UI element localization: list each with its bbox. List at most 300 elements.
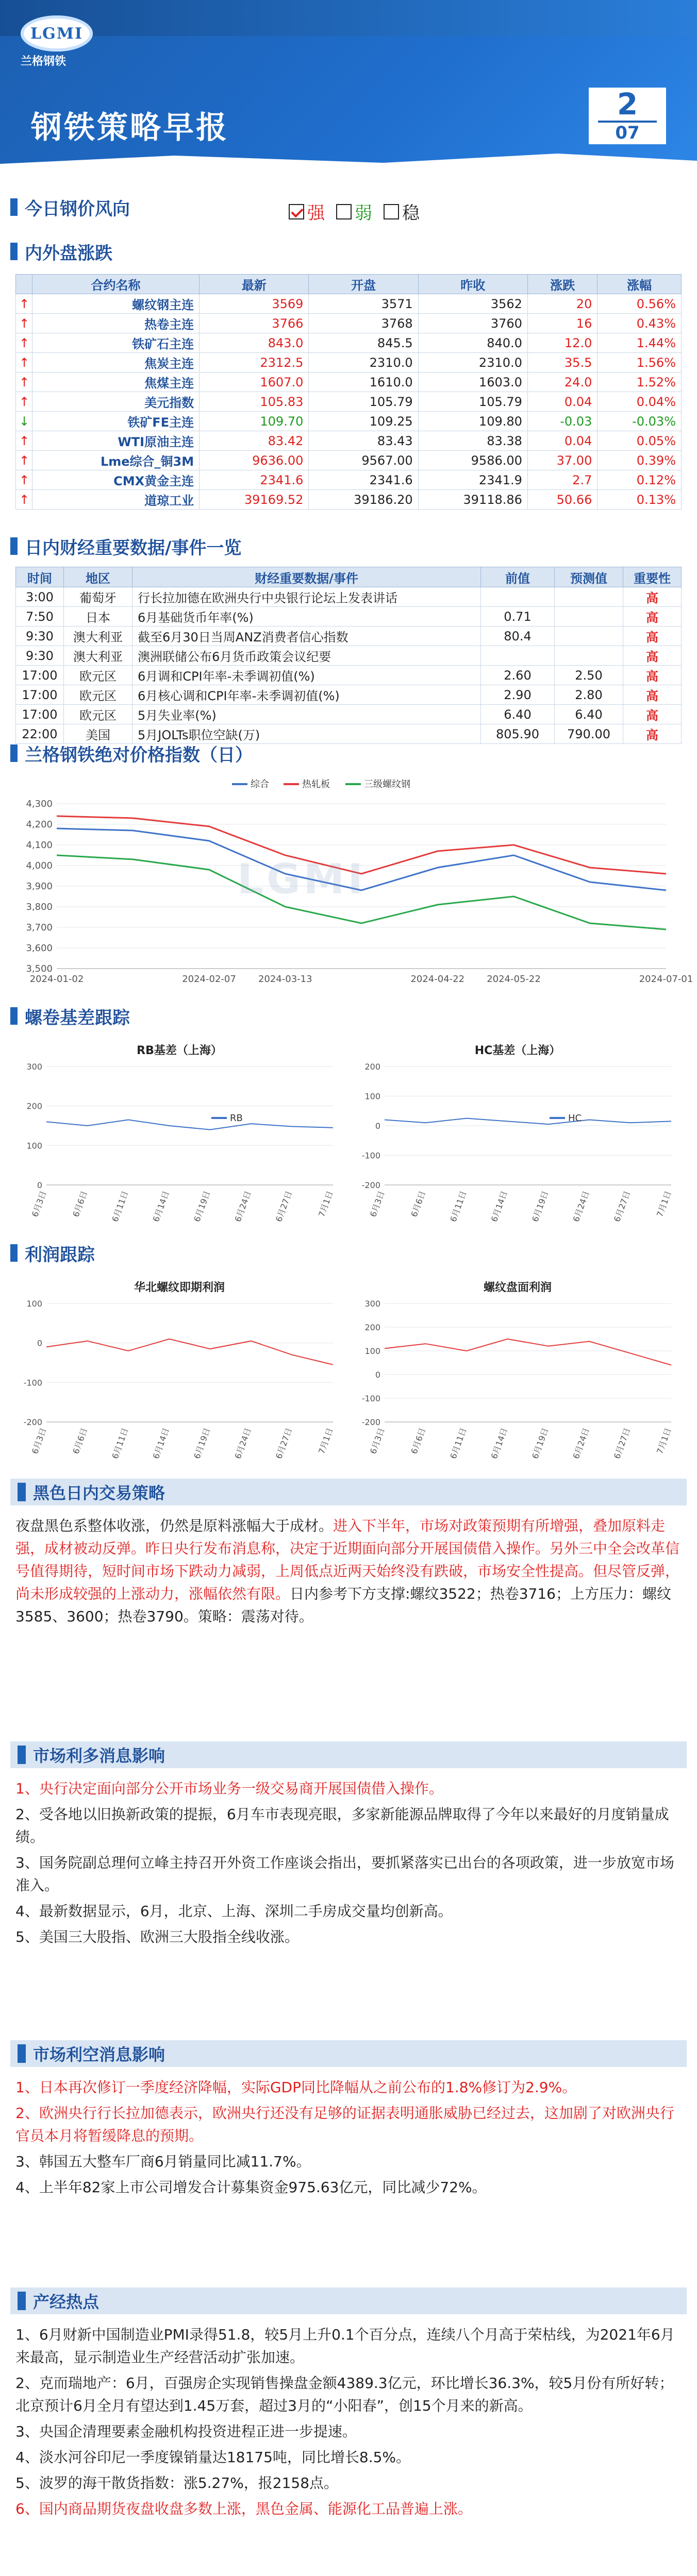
x-tick-label: 2024-04-22 xyxy=(410,974,465,985)
x-tick-label: 2024-01-02 xyxy=(29,974,84,985)
cell-event: 6月基础货币年率(%) xyxy=(132,607,481,626)
cell-imp: 高 xyxy=(623,724,682,744)
market-table xyxy=(15,274,682,510)
industry-news-list xyxy=(15,2324,682,2523)
strategy-banner xyxy=(10,1479,687,1505)
cell-open: 9567.00 xyxy=(309,451,418,470)
cell-last: 3766 xyxy=(200,314,309,333)
y-tick-label: 3,700 xyxy=(26,922,53,933)
x-tick-label: 6月19日 xyxy=(192,1426,212,1461)
x-tick-label: 6月6日 xyxy=(409,1426,428,1455)
x-tick-label: 6月14日 xyxy=(151,1426,172,1461)
sentiment-heading-text: 今日钢价风向 xyxy=(25,198,130,219)
index-chart-heading xyxy=(10,742,253,765)
cell-chg: 2.7 xyxy=(527,470,597,490)
cell-pct: 0.39% xyxy=(598,451,682,470)
rb-profit-chart-svg xyxy=(15,1273,343,1468)
cell-prev: 39118.86 xyxy=(418,490,527,510)
y-tick-label: 3,500 xyxy=(26,963,53,974)
list-item: 3、央国企清理要素金融机构投资进程正进一步提速。 xyxy=(15,2423,357,2440)
cell-pct: 0.13% xyxy=(598,490,682,510)
cell-open: 105.79 xyxy=(309,392,418,412)
y-tick-label: 4,300 xyxy=(26,799,53,809)
x-tick-label: 6月3日 xyxy=(29,1189,48,1218)
cell-chg: -0.03 xyxy=(527,412,597,431)
cell-last: 105.83 xyxy=(200,392,309,412)
x-tick-label: 6月3日 xyxy=(29,1426,48,1455)
table-row xyxy=(16,451,682,470)
cell-chg: 12.0 xyxy=(527,333,597,353)
cell-chg: 0.04 xyxy=(527,392,597,412)
cell-fcst: 790.00 xyxy=(555,724,623,744)
arrow-up-icon: ↑ xyxy=(16,451,32,470)
y-tick-label: 100 xyxy=(364,1346,380,1356)
rb-profit-chart-container xyxy=(15,1273,343,1468)
cell-imp: 高 xyxy=(623,685,682,705)
x-tick-label: 6月6日 xyxy=(71,1426,90,1455)
market-heading xyxy=(10,240,112,263)
y-tick-label: 0 xyxy=(37,1338,42,1348)
heading-bar xyxy=(18,2044,26,2063)
cell-region: 欧元区 xyxy=(64,685,132,705)
logo-mark xyxy=(21,15,93,52)
table-row xyxy=(16,314,682,333)
rb-spread-chart-svg xyxy=(15,1036,343,1231)
col-prev: 前值 xyxy=(481,567,555,587)
strategy-paragraph xyxy=(15,1515,682,1628)
y-tick-label: 100 xyxy=(364,1091,380,1101)
market-table-body xyxy=(16,294,682,510)
cell-prev: 9586.00 xyxy=(418,451,527,470)
x-tick-label: 2024-02-07 xyxy=(182,974,236,985)
x-tick-label: 6月19日 xyxy=(530,1189,551,1224)
chart-title: HC基差（上海） xyxy=(474,1044,561,1057)
list-item: 4、淡水河谷印尼一季度镍销量达18175吨，同比增长8.5%。 xyxy=(15,2449,411,2466)
legend-label: RB xyxy=(230,1113,243,1124)
bullish-news-heading-text: 市场利多消息影响 xyxy=(33,1746,165,1766)
cell-name: CMX黄金主连 xyxy=(32,470,200,490)
list-item: 1、6月财新中国制造业PMI录得51.8，较5月上升0.1个百分点，连续八个月高于荣枯线，为2021年6月来最高，显示制造业生产经营活动扩张加速。 xyxy=(15,2326,675,2366)
list-item: 3、国务院副总理何立峰主持召开外资工作座谈会指出，要抓紧落实已出台的各项政策，进一步放宽市场准入。 xyxy=(15,1854,674,1894)
x-tick-label: 6月27日 xyxy=(612,1189,633,1224)
cell-region: 美国 xyxy=(64,724,132,744)
x-tick-label: 6月24日 xyxy=(571,1189,591,1224)
x-tick-label: 7月1日 xyxy=(316,1426,335,1455)
calendar-heading-text: 日内财经重要数据/事件一览 xyxy=(25,537,242,558)
cell-pct: 1.56% xyxy=(598,353,682,372)
chart-title: 华北螺纹即期利润 xyxy=(134,1281,225,1294)
sentiment-options xyxy=(289,199,420,224)
x-tick-label: 6月14日 xyxy=(489,1426,510,1461)
spread-heading xyxy=(10,1005,130,1027)
cell-last: 3569 xyxy=(200,294,309,314)
series-line-RB xyxy=(46,1120,333,1130)
cell-chg: 35.5 xyxy=(527,353,597,372)
industry-heading-text: 产经热点 xyxy=(33,2292,99,2312)
cell-imp: 高 xyxy=(623,607,682,626)
table-row xyxy=(16,626,682,646)
cell-open: 3571 xyxy=(309,294,418,314)
cell-chg: 0.04 xyxy=(527,431,597,451)
cell-chg: 20 xyxy=(527,294,597,314)
cell-chg: 16 xyxy=(527,314,597,333)
cell-last: 83.42 xyxy=(200,431,309,451)
chart-title: 螺纹盘面利润 xyxy=(483,1281,552,1294)
col-arrow xyxy=(16,275,32,294)
x-tick-label: 6月11日 xyxy=(448,1426,469,1461)
col-last: 最新 xyxy=(200,275,309,294)
heading-bar xyxy=(18,1483,26,1501)
legend-label: 综合 xyxy=(251,779,269,790)
list-item: 1、日本再次修订一季度经济降幅，实际GDP同比降幅从之前公布的1.8%修订为2.9%。 xyxy=(15,2079,577,2096)
table-row xyxy=(16,353,682,372)
cell-prev xyxy=(481,646,555,666)
cell-fcst: 6.40 xyxy=(555,705,623,724)
bearish-news-banner xyxy=(10,2040,687,2067)
y-tick-label: 0 xyxy=(375,1370,380,1380)
date-box xyxy=(589,88,666,144)
cell-pct: 0.04% xyxy=(598,392,682,412)
cell-pct: 0.43% xyxy=(598,314,682,333)
x-tick-label: 2024-03-13 xyxy=(258,974,312,985)
table-row xyxy=(16,372,682,392)
cell-chg: 50.66 xyxy=(527,490,597,510)
cell-open: 1610.0 xyxy=(309,372,418,392)
hc-spread-chart-svg xyxy=(354,1036,682,1231)
cell-pct: 1.44% xyxy=(598,333,682,353)
cell-time: 7:50 xyxy=(16,607,64,626)
arrow-up-icon: ↑ xyxy=(16,431,32,451)
cell-name: 铁矿石主连 xyxy=(32,333,200,353)
cell-prev: 3562 xyxy=(418,294,527,314)
index-chart-heading-text: 兰格钢铁绝对价格指数（日） xyxy=(25,744,253,766)
legend-label: 热轧板 xyxy=(302,779,330,790)
x-tick-label: 6月6日 xyxy=(409,1189,428,1218)
list-item: 1、央行决定面向部分公开市场业务一级交易商开展国债借入操作。 xyxy=(15,1780,443,1797)
x-tick-label: 6月27日 xyxy=(274,1189,294,1224)
profit-heading-text: 利润跟踪 xyxy=(25,1244,95,1265)
cell-pct: 0.05% xyxy=(598,431,682,451)
y-tick-label: -100 xyxy=(361,1394,380,1403)
calendar-table-body xyxy=(16,587,682,744)
date-day: 2 xyxy=(617,87,638,122)
cell-pct: 0.12% xyxy=(598,470,682,490)
y-tick-label: -100 xyxy=(361,1150,380,1161)
table-row xyxy=(16,490,682,510)
cell-last: 1607.0 xyxy=(200,372,309,392)
cell-event: 截至6月30日当周ANZ消费者信心指数 xyxy=(132,626,481,646)
cell-name: 铁矿FE主连 xyxy=(32,412,200,431)
cell-pct: 1.52% xyxy=(598,372,682,392)
heading-bar xyxy=(10,243,18,260)
table-row xyxy=(16,705,682,724)
cell-name: 热卷主连 xyxy=(32,314,200,333)
cell-fcst: 2.50 xyxy=(555,666,623,685)
cell-name: 螺纹钢主连 xyxy=(32,294,200,314)
calendar-table xyxy=(15,567,682,744)
cell-time: 17:00 xyxy=(16,685,64,705)
x-tick-label: 6月11日 xyxy=(110,1189,130,1224)
cell-prev: 805.90 xyxy=(481,724,555,744)
cell-time: 17:00 xyxy=(16,705,64,724)
cell-region: 日本 xyxy=(64,607,132,626)
cell-prev xyxy=(481,587,555,607)
x-tick-label: 6月19日 xyxy=(530,1426,551,1461)
logo-subtext: 兰格钢铁 xyxy=(21,55,67,68)
legend-label: HC xyxy=(568,1113,582,1124)
cell-prev: 2310.0 xyxy=(418,353,527,372)
list-item: 2、欧洲央行行长拉加德表示，欧洲央行还没有足够的证据表明通胀威胁已经过去，这加剧了对欧洲央行官员本月将暂缓降息的预期。 xyxy=(15,2105,674,2144)
x-tick-label: 6月24日 xyxy=(233,1189,253,1224)
cell-fcst: 2.80 xyxy=(555,685,623,705)
sentiment-option-strong[interactable]: 强 xyxy=(289,199,325,224)
arrow-up-icon: ↑ xyxy=(16,333,32,353)
cell-name: 美元指数 xyxy=(32,392,200,412)
list-item: 4、最新数据显示，6月，北京、上海、深圳二手房成交量均创新高。 xyxy=(15,1903,453,1920)
y-tick-label: 4,200 xyxy=(26,819,53,830)
list-item: 5、波罗的海干散货指数：涨5.27%，报2158点。 xyxy=(15,2475,339,2492)
heading-bar xyxy=(10,1244,18,1262)
cell-prev: 105.79 xyxy=(418,392,527,412)
cell-time: 9:30 xyxy=(16,626,64,646)
y-tick-label: 300 xyxy=(26,1062,42,1072)
bullish-news-list xyxy=(15,1777,682,1952)
strategy-segment: 进入下半年，市场对政策预期有所增强，叠加原料走强，成材被动反弹。昨日央行发布消息称，决定于近期面向部分开展国债借入操作。另外三中全会改革信号值得期待，短时间市场下跌动力减弱，上周低点近两天始终没有跌破，市场安全性提高。但尽管反弹，尚未形成较强的上涨动力，涨幅依然有限。 xyxy=(15,1517,680,1602)
cell-prev: 6.40 xyxy=(481,705,555,724)
logo-text: LGMI xyxy=(30,25,83,43)
cell-fcst xyxy=(555,626,623,646)
cell-name: 道琼工业 xyxy=(32,490,200,510)
cell-event: 5月JOLTs职位空缺(万) xyxy=(132,724,481,744)
col-region: 地区 xyxy=(64,567,132,587)
heading-bar xyxy=(10,537,18,555)
chart-title: RB基差（上海） xyxy=(137,1044,222,1057)
strategy-text xyxy=(15,1515,682,1631)
cell-prev: 2.60 xyxy=(481,666,555,685)
col-prev: 昨收 xyxy=(418,275,527,294)
x-tick-label: 6月19日 xyxy=(192,1189,212,1224)
cell-open: 845.5 xyxy=(309,333,418,353)
cell-prev: 2.90 xyxy=(481,685,555,705)
legend-label: 三级螺纹钢 xyxy=(364,779,410,790)
x-tick-label: 2024-05-22 xyxy=(487,974,541,985)
sentiment-heading xyxy=(10,196,130,218)
y-tick-label: -200 xyxy=(23,1417,42,1427)
header-wave xyxy=(0,149,697,170)
cell-imp: 高 xyxy=(623,705,682,724)
cell-event: 6月核心调和CPI年率-未季调初值(%) xyxy=(132,685,481,705)
y-tick-label: 4,100 xyxy=(26,840,53,851)
y-tick-label: 100 xyxy=(26,1299,42,1309)
calendar-table-header xyxy=(16,567,682,587)
y-tick-label: 0 xyxy=(37,1180,42,1190)
col-time: 时间 xyxy=(16,567,64,587)
arrow-up-icon: ↑ xyxy=(16,294,32,314)
hc-spread-chart-container xyxy=(354,1036,682,1231)
market-heading-text: 内外盘涨跌 xyxy=(25,243,112,264)
cell-time: 22:00 xyxy=(16,724,64,744)
cell-pct: 0.56% xyxy=(598,294,682,314)
cell-last: 2312.5 xyxy=(200,353,309,372)
cell-last: 39169.52 xyxy=(200,490,309,510)
cell-fcst xyxy=(555,587,623,607)
header xyxy=(0,0,697,170)
rb-spread-chart-container xyxy=(15,1036,343,1231)
sentiment-option-weak[interactable]: 弱 xyxy=(336,199,372,224)
y-tick-label: 3,600 xyxy=(26,943,53,954)
cell-time: 9:30 xyxy=(16,646,64,666)
cell-event: 行长拉加德在欧洲央行中央银行论坛上发表讲话 xyxy=(132,587,481,607)
rb-futures-profit-chart-svg xyxy=(354,1273,682,1468)
watermark: LGMI xyxy=(237,855,367,903)
strategy-segment: 日内参考下方支撑:螺纹3522；热卷3716；上方压力：螺纹3585、3600；热卷3790。策略：震荡对待。 xyxy=(15,1585,671,1625)
arrow-up-icon: ↑ xyxy=(16,470,32,490)
y-tick-label: 4,000 xyxy=(26,860,53,871)
y-tick-label: 300 xyxy=(364,1299,380,1309)
list-item: 3、韩国五大整车厂商6月销量同比减11.7%。 xyxy=(15,2153,311,2170)
header-band xyxy=(0,0,697,36)
cell-last: 109.70 xyxy=(200,412,309,431)
list-item: 6、国内商品期货夜盘收盘多数上涨，黑色金属、能源化工品普遍上涨。 xyxy=(15,2500,472,2517)
checkbox-checked-icon xyxy=(289,204,304,219)
cell-open: 83.43 xyxy=(309,431,418,451)
cell-time: 3:00 xyxy=(16,587,64,607)
cell-prev: 1603.0 xyxy=(418,372,527,392)
cell-open: 3768 xyxy=(309,314,418,333)
x-tick-label: 6月14日 xyxy=(151,1189,172,1224)
cell-last: 843.0 xyxy=(200,333,309,353)
y-tick-label: 200 xyxy=(364,1062,380,1072)
col-chg: 涨跌 xyxy=(527,275,597,294)
cell-open: 39186.20 xyxy=(309,490,418,510)
cell-time: 17:00 xyxy=(16,666,64,685)
y-tick-label: 200 xyxy=(364,1323,380,1332)
cell-prev: 0.71 xyxy=(481,607,555,626)
arrow-up-icon: ↑ xyxy=(16,490,32,510)
cell-name: 焦炭主连 xyxy=(32,353,200,372)
list-item: 2、克而瑞地产：6月，百强房企实现销售操盘金额4389.3亿元，环比增长36.3%，较5月份有所好转；北京预计6月全月有望达到1.45万套，超过3月的“小阳春”，创15个月来的新高。 xyxy=(15,2375,674,2414)
table-row xyxy=(16,685,682,705)
cell-name: WTI原油主连 xyxy=(32,431,200,451)
rb-futures-profit-chart-container xyxy=(354,1273,682,1468)
cell-last: 9636.00 xyxy=(200,451,309,470)
heading-bar xyxy=(10,744,18,762)
x-tick-label: 6月24日 xyxy=(571,1426,591,1461)
x-tick-label: 6月11日 xyxy=(448,1189,469,1224)
x-tick-label: 2024-07-01 xyxy=(639,974,693,985)
cell-fcst xyxy=(555,607,623,626)
table-row xyxy=(16,294,682,314)
spread-heading-text: 螺卷基差跟踪 xyxy=(25,1007,130,1028)
table-row xyxy=(16,431,682,451)
x-tick-label: 7月1日 xyxy=(654,1189,673,1218)
strategy-heading-text: 黑色日内交易策略 xyxy=(33,1483,165,1503)
y-tick-label: -200 xyxy=(361,1180,380,1190)
col-event: 财经重要数据/事件 xyxy=(132,567,481,587)
cell-prev: 109.80 xyxy=(418,412,527,431)
x-tick-label: 6月3日 xyxy=(368,1426,387,1455)
heading-bar xyxy=(18,2292,26,2310)
x-tick-label: 6月27日 xyxy=(274,1426,294,1461)
index-chart-container xyxy=(15,773,693,999)
list-item: 2、受各地以旧换新政策的提振，6月车市表现亮眼，多家新能源品牌取得了今年以来最好的月度销量成绩。 xyxy=(15,1806,669,1845)
x-tick-label: 7月1日 xyxy=(316,1189,335,1218)
y-tick-label: 3,800 xyxy=(26,902,53,912)
y-tick-label: 3,900 xyxy=(26,881,53,892)
heading-bar xyxy=(18,1745,26,1764)
col-forecast: 预测值 xyxy=(555,567,623,587)
table-row xyxy=(16,470,682,490)
bullish-news-banner xyxy=(10,1741,687,1768)
industry-banner xyxy=(10,2287,687,2314)
arrow-up-icon: ↑ xyxy=(16,314,32,333)
y-tick-label: 0 xyxy=(375,1121,380,1131)
cell-prev: 3760 xyxy=(418,314,527,333)
y-tick-label: -100 xyxy=(23,1378,42,1388)
cell-prev: 2341.9 xyxy=(418,470,527,490)
table-row xyxy=(16,666,682,685)
table-row xyxy=(16,333,682,353)
bearish-news-heading-text: 市场利空消息影响 xyxy=(33,2045,165,2064)
cell-imp: 高 xyxy=(623,626,682,646)
market-table-header xyxy=(16,275,682,294)
cell-region: 澳大利亚 xyxy=(64,626,132,646)
y-tick-label: 100 xyxy=(26,1141,42,1151)
page-title: 钢铁策略早报 xyxy=(31,110,229,146)
arrow-up-icon: ↑ xyxy=(16,392,32,412)
cell-imp: 高 xyxy=(623,666,682,685)
x-tick-label: 6月11日 xyxy=(110,1426,130,1461)
list-item: 4、上半年82家上市公司增发合计募集资金975.63亿元，同比减少72%。 xyxy=(15,2179,487,2196)
table-row xyxy=(16,392,682,412)
cell-region: 欧元区 xyxy=(64,666,132,685)
cell-imp: 高 xyxy=(623,587,682,607)
cell-name: 焦煤主连 xyxy=(32,372,200,392)
cell-prev: 840.0 xyxy=(418,333,527,353)
calendar-heading xyxy=(10,535,241,557)
cell-pct: -0.03% xyxy=(598,412,682,431)
strategy-segment: 夜盘黑色系整体收涨，仍然是原料涨幅大于成材。 xyxy=(15,1517,334,1534)
cell-chg: 37.00 xyxy=(527,451,597,470)
y-tick-label: 200 xyxy=(26,1101,42,1111)
cell-region: 葡萄牙 xyxy=(64,587,132,607)
cell-prev: 83.38 xyxy=(418,431,527,451)
x-tick-label: 6月6日 xyxy=(71,1189,90,1218)
col-importance: 重要性 xyxy=(623,567,682,587)
arrow-up-icon: ↑ xyxy=(16,372,32,392)
table-row xyxy=(16,587,682,607)
cell-region: 欧元区 xyxy=(64,705,132,724)
cell-prev: 80.4 xyxy=(481,626,555,646)
col-open: 开盘 xyxy=(309,275,418,294)
table-row xyxy=(16,646,682,666)
sentiment-option-stable[interactable]: 稳 xyxy=(384,199,420,224)
cell-event: 6月调和CPI年率-未季调初值(%) xyxy=(132,666,481,685)
cell-name: Lme综合_铜3M xyxy=(32,451,200,470)
table-row xyxy=(16,412,682,431)
cell-fcst xyxy=(555,646,623,666)
list-item: 5、美国三大股指、欧洲三大股指全线收涨。 xyxy=(15,1928,299,1945)
cell-open: 109.25 xyxy=(309,412,418,431)
col-pct: 涨幅 xyxy=(598,275,682,294)
arrow-down-icon: ↓ xyxy=(16,412,32,431)
x-tick-label: 6月27日 xyxy=(612,1426,633,1461)
logo xyxy=(21,15,93,72)
x-tick-label: 6月3日 xyxy=(368,1189,387,1218)
y-tick-label: -200 xyxy=(361,1417,380,1427)
table-row xyxy=(16,607,682,626)
cell-open: 2341.6 xyxy=(309,470,418,490)
